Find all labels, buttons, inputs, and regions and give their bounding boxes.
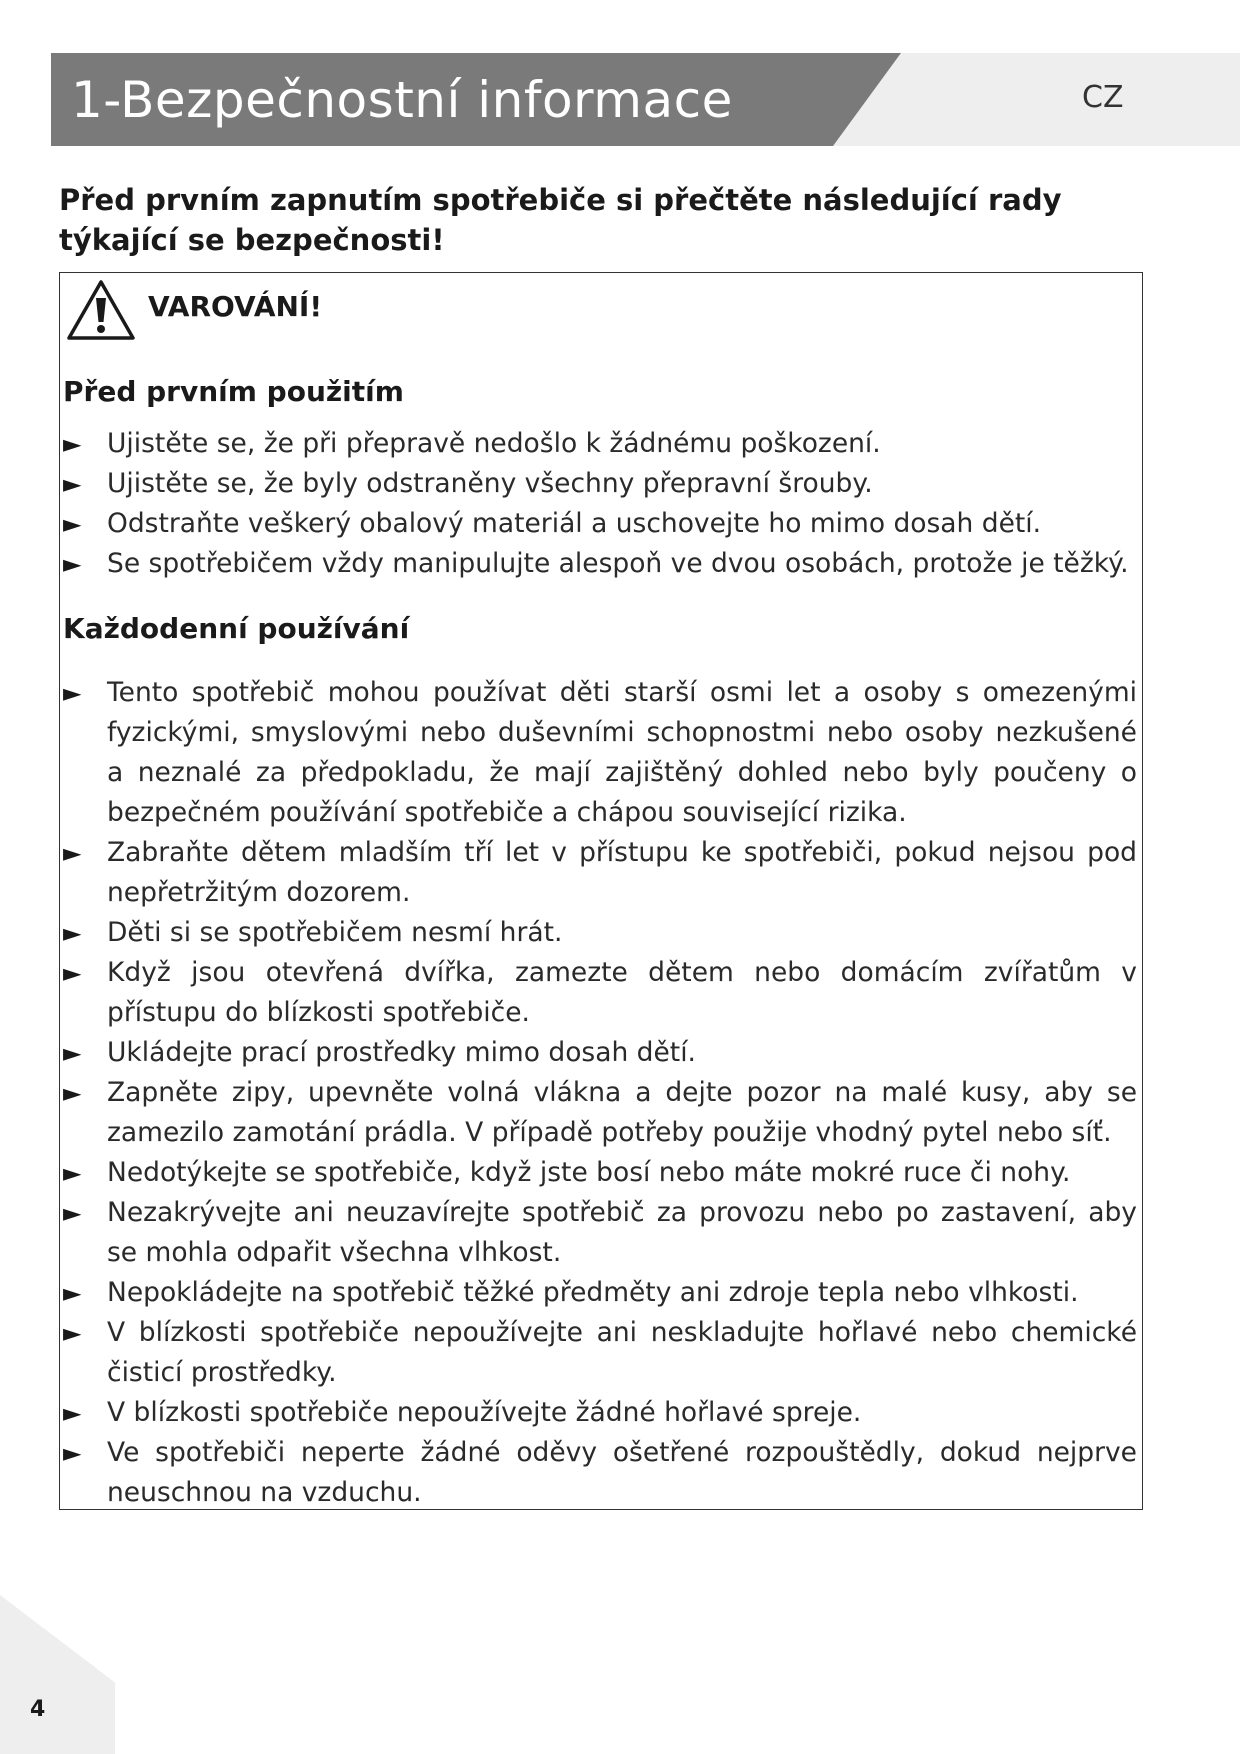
section-heading-daily-use: Každodenní používání [63,612,410,645]
list-item [63,1313,1137,1393]
list-item-text: Tento spotřebič mohou používat děti starší osmi let a osoby s omezenými fyzickými, smyslovými nebo duševními schopnostmi nebo osoby nezkušené a neznalé za předpokladu, že mají zajištěný dohled nebo byly poučeny o bezpečném používání spotřebiče a chápou související rizika. [107,677,1137,828]
bullet-arrow-icon: ► [63,430,82,458]
bullet-arrow-icon: ► [63,1399,82,1427]
list-item [63,424,1137,464]
list-item-text: Zapněte zipy, upevněte volná vlákna a dejte pozor na malé kusy, aby se zamezilo zamotání prádla. V případě potřeby použije vhodný pytel nebo síť. [107,1077,1137,1148]
list-item-text: Nepokládejte na spotřebič těžké předměty ani zdroje tepla nebo vlhkosti. [107,1277,1079,1308]
list-item-text: Děti si se spotřebičem nesmí hrát. [107,917,563,948]
list-item [63,1273,1137,1313]
list-item-text: Ujistěte se, že byly odstraněny všechny přepravní šrouby. [107,468,873,499]
list-item-text: Odstraňte veškerý obalový materiál a uschovejte ho mimo dosah dětí. [107,508,1042,539]
bullet-arrow-icon: ► [63,1279,82,1307]
list-item [63,1393,1137,1433]
bullet-arrow-icon: ► [63,1079,82,1107]
bullet-arrow-icon: ► [63,550,82,578]
list-item [63,913,1137,953]
page-number: 4 [30,1697,46,1722]
bullet-arrow-icon: ► [63,510,82,538]
bullet-arrow-icon: ► [63,1159,82,1187]
bullet-arrow-icon: ► [63,839,82,867]
list-item [63,464,1137,504]
bullet-arrow-icon: ► [63,1319,82,1347]
footer-decoration [0,1595,115,1754]
list-item-text: Nedotýkejte se spotřebiče, když jste bosí nebo máte mokré ruce či nohy. [107,1157,1071,1188]
warning-triangle-icon [65,278,137,342]
bullet-arrow-icon: ► [63,919,82,947]
list-item [63,673,1137,833]
section-heading-before-first-use: Před prvním použitím [63,375,404,408]
list-item-text: Když jsou otevřená dvířka, zamezte dětem nebo domácím zvířatům v přístupu do blízkosti spotřebiče. [107,957,1137,1028]
list-item [63,953,1137,1033]
list-item-text: Zabraňte dětem mladším tří let v přístupu ke spotřebiči, pokud nejsou pod nepřetržitým dozorem. [107,837,1137,908]
bullet-list-before-first-use [63,424,1137,584]
list-item [63,1193,1137,1273]
list-item [63,833,1137,913]
bullet-arrow-icon: ► [63,679,82,707]
list-item-text: Se spotřebičem vždy manipulujte alespoň ve dvou osobách, protože je těžký. [107,548,1129,579]
list-item-text: Ujistěte se, že při přepravě nedošlo k žádnému poškození. [107,428,881,459]
bullet-arrow-icon: ► [63,470,82,498]
list-item [63,1033,1137,1073]
list-item-text: Ve spotřebiči neperte žádné oděvy ošetřené rozpouštědly, dokud nejprve neuschnou na vzduchu. [107,1437,1137,1508]
list-item-text: Ukládejte prací prostředky mimo dosah dětí. [107,1037,696,1068]
header-decoration [830,53,1240,146]
intro-text: Před prvním zapnutím spotřebiče si přečtěte následující rady týkající se bezpečnosti! [59,183,1062,257]
list-item-text: V blízkosti spotřebiče nepoužívejte žádné hořlavé spreje. [107,1397,862,1428]
list-item [63,1153,1137,1193]
bullet-list-daily-use [63,673,1137,1513]
bullet-arrow-icon: ► [63,1199,82,1227]
bullet-arrow-icon: ► [63,1439,82,1467]
list-item-text: Nezakrývejte ani neuzavírejte spotřebič za provozu nebo po zastavení, aby se mohla odpařit všechna vlhkost. [107,1197,1137,1268]
bullet-arrow-icon: ► [63,1039,82,1067]
language-code: CZ [1082,80,1124,115]
list-item [63,504,1137,544]
warning-label: VAROVÁNÍ! [148,290,323,323]
list-item [63,544,1137,584]
bullet-arrow-icon: ► [63,959,82,987]
page-title: 1-Bezpečnostní informace [71,71,733,129]
list-item [63,1073,1137,1153]
list-item-text: V blízkosti spotřebiče nepoužívejte ani neskladujte hořlavé nebo chemické čisticí prostředky. [107,1317,1137,1388]
list-item [63,1433,1137,1513]
